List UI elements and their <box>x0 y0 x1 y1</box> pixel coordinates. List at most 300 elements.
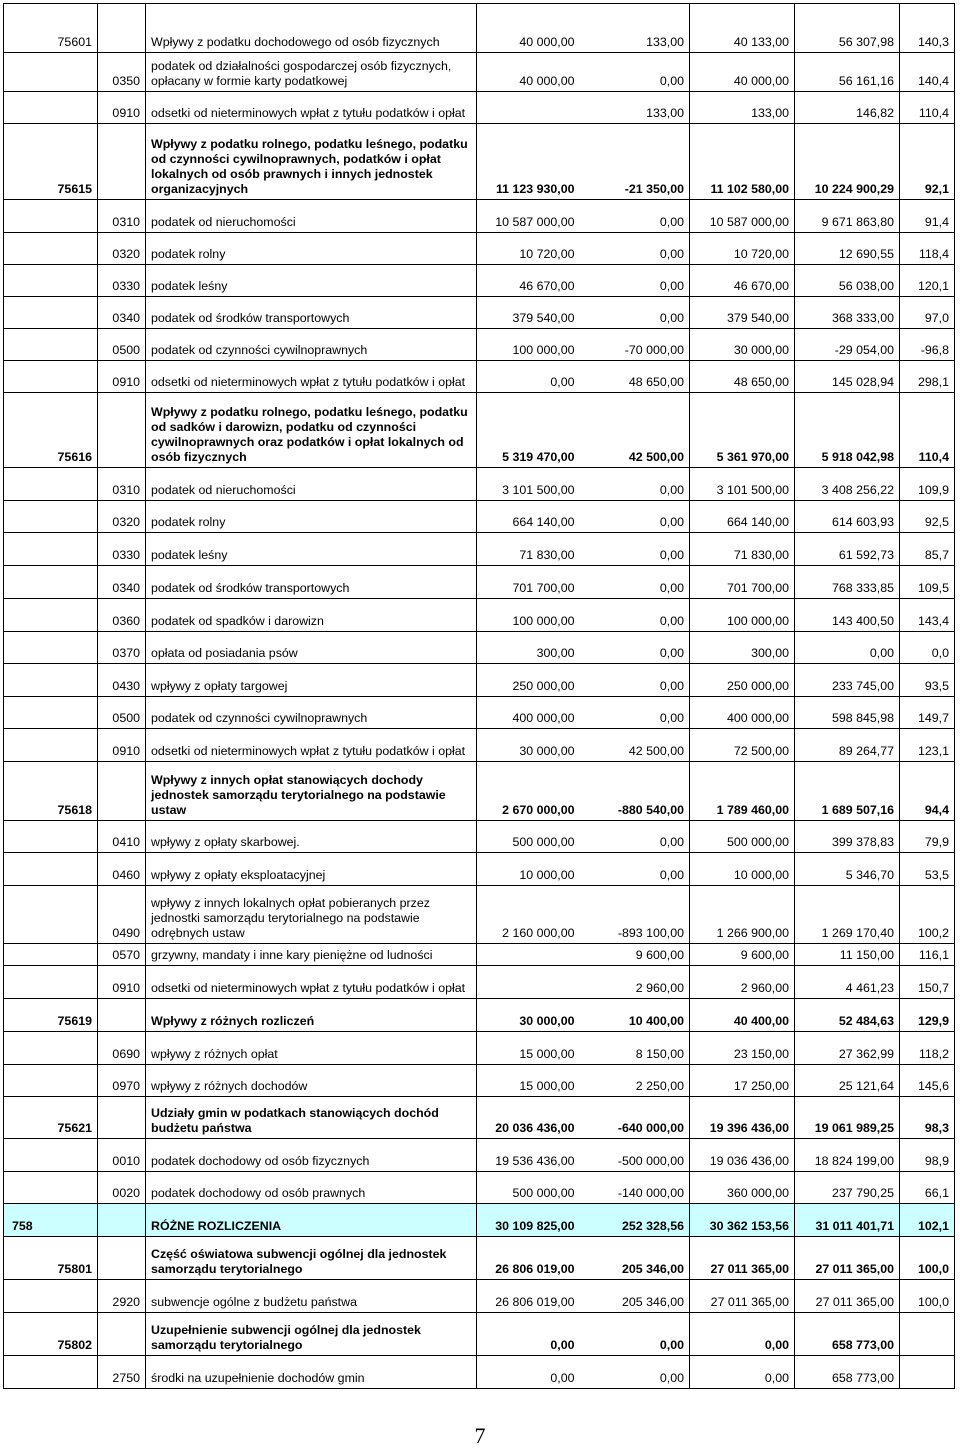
chapter-code <box>4 821 98 853</box>
chapter-code <box>4 468 98 501</box>
plan-value: 2 160 000,00 <box>477 886 580 944</box>
change-value: 0,00 <box>580 53 690 92</box>
execution-value: 5 918 042,98 <box>795 393 900 468</box>
chapter-code: 75615 <box>4 124 98 200</box>
plan-after-change: 3 101 500,00 <box>690 468 795 501</box>
table-row <box>4 697 955 729</box>
plan-value: 0,00 <box>477 361 580 393</box>
table-row <box>4 92 955 124</box>
item-description: Wpływy z podatku dochodowego od osób fizycznych <box>146 4 477 53</box>
table-row <box>4 1356 955 1389</box>
change-value: 133,00 <box>580 92 690 124</box>
plan-after-change: 48 650,00 <box>690 361 795 393</box>
plan-after-change: 100 000,00 <box>690 599 795 632</box>
execution-percent: 110,4 <box>900 393 955 468</box>
table-row <box>4 944 955 966</box>
execution-percent: -96,8 <box>900 329 955 361</box>
change-value: 48 650,00 <box>580 361 690 393</box>
plan-after-change: 27 011 365,00 <box>690 1237 795 1280</box>
chapter-code <box>4 1065 98 1097</box>
paragraph-code: 0010 <box>98 1139 146 1172</box>
plan-after-change: 10 720,00 <box>690 233 795 265</box>
item-description: RÓŻNE ROZLICZENIA <box>146 1204 477 1237</box>
paragraph-code: 0500 <box>98 697 146 729</box>
execution-percent: 100,2 <box>900 886 955 944</box>
execution-percent: 143,4 <box>900 599 955 632</box>
execution-percent: 94,4 <box>900 762 955 821</box>
execution-value: 658 773,00 <box>795 1313 900 1356</box>
plan-value: 5 319 470,00 <box>477 393 580 468</box>
change-value: 0,00 <box>580 468 690 501</box>
plan-after-change: 400 000,00 <box>690 697 795 729</box>
table-row <box>4 1280 955 1313</box>
plan-value: 10 000,00 <box>477 853 580 886</box>
plan-after-change: 71 830,00 <box>690 533 795 566</box>
table-row <box>4 265 955 297</box>
plan-after-change: 10 587 000,00 <box>690 200 795 233</box>
item-description: podatek od środków transportowych <box>146 566 477 599</box>
change-value: 0,00 <box>580 297 690 329</box>
chapter-code <box>4 566 98 599</box>
plan-value: 250 000,00 <box>477 664 580 697</box>
execution-value: 233 745,00 <box>795 664 900 697</box>
table-row <box>4 329 955 361</box>
change-value: 0,00 <box>580 501 690 533</box>
table-row <box>4 566 955 599</box>
chapter-code <box>4 200 98 233</box>
execution-percent: 123,1 <box>900 729 955 762</box>
table-row <box>4 886 955 944</box>
item-description: wpływy z różnych opłat <box>146 1032 477 1065</box>
plan-value: 26 806 019,00 <box>477 1280 580 1313</box>
plan-after-change: 30 000,00 <box>690 329 795 361</box>
plan-after-change: 133,00 <box>690 92 795 124</box>
table-row <box>4 1172 955 1204</box>
change-value: 205 346,00 <box>580 1237 690 1280</box>
item-description: podatek rolny <box>146 501 477 533</box>
plan-after-change: 2 960,00 <box>690 966 795 999</box>
paragraph-code: 0330 <box>98 533 146 566</box>
execution-percent: 92,5 <box>900 501 955 533</box>
change-value: 0,00 <box>580 632 690 664</box>
execution-percent: 92,1 <box>900 124 955 200</box>
table-row <box>4 966 955 999</box>
execution-value: 56 307,98 <box>795 4 900 53</box>
chapter-code <box>4 361 98 393</box>
item-description: wpływy z różnych dochodów <box>146 1065 477 1097</box>
plan-after-change: 701 700,00 <box>690 566 795 599</box>
execution-percent: 118,4 <box>900 233 955 265</box>
chapter-code <box>4 886 98 944</box>
paragraph-code: 0340 <box>98 297 146 329</box>
plan-value: 300,00 <box>477 632 580 664</box>
item-description: opłata od posiadania psów <box>146 632 477 664</box>
item-description: podatek od nieruchomości <box>146 200 477 233</box>
plan-after-change: 40 133,00 <box>690 4 795 53</box>
paragraph-code <box>98 1237 146 1280</box>
plan-after-change: 379 540,00 <box>690 297 795 329</box>
execution-value: 768 333,85 <box>795 566 900 599</box>
execution-percent: 110,4 <box>900 92 955 124</box>
paragraph-code: 0430 <box>98 664 146 697</box>
paragraph-code: 0500 <box>98 329 146 361</box>
change-value: 0,00 <box>580 697 690 729</box>
item-description: podatek od środków transportowych <box>146 297 477 329</box>
change-value: 0,00 <box>580 1356 690 1389</box>
table-row <box>4 200 955 233</box>
table-row <box>4 468 955 501</box>
change-value: 0,00 <box>580 599 690 632</box>
execution-percent: 66,1 <box>900 1172 955 1204</box>
plan-after-change: 17 250,00 <box>690 1065 795 1097</box>
chapter-code: 75618 <box>4 762 98 821</box>
execution-percent: 120,1 <box>900 265 955 297</box>
chapter-code <box>4 944 98 966</box>
change-value: 42 500,00 <box>580 393 690 468</box>
item-description: wpływy z opłaty skarbowej. <box>146 821 477 853</box>
change-value: 2 250,00 <box>580 1065 690 1097</box>
execution-value: 1 269 170,40 <box>795 886 900 944</box>
execution-value: 3 408 256,22 <box>795 468 900 501</box>
paragraph-code: 0340 <box>98 566 146 599</box>
execution-value: 25 121,64 <box>795 1065 900 1097</box>
paragraph-code <box>98 1097 146 1139</box>
chapter-row <box>4 393 955 468</box>
chapter-code <box>4 729 98 762</box>
table-row <box>4 664 955 697</box>
chapter-row <box>4 999 955 1032</box>
plan-after-change: 10 000,00 <box>690 853 795 886</box>
table-row <box>4 1065 955 1097</box>
plan-value: 0,00 <box>477 1356 580 1389</box>
execution-percent: 91,4 <box>900 200 955 233</box>
chapter-code: 75616 <box>4 393 98 468</box>
table-row <box>4 53 955 92</box>
chapter-row <box>4 762 955 821</box>
item-description: podatek dochodowy od osób fizycznych <box>146 1139 477 1172</box>
plan-value: 30 109 825,00 <box>477 1204 580 1237</box>
chapter-code: 75621 <box>4 1097 98 1139</box>
plan-after-change: 11 102 580,00 <box>690 124 795 200</box>
chapter-code <box>4 1032 98 1065</box>
plan-value: 500 000,00 <box>477 1172 580 1204</box>
paragraph-code: 0910 <box>98 966 146 999</box>
chapter-code <box>4 501 98 533</box>
change-value: 8 150,00 <box>580 1032 690 1065</box>
chapter-code: 75802 <box>4 1313 98 1356</box>
chapter-code <box>4 297 98 329</box>
paragraph-code: 2920 <box>98 1280 146 1313</box>
plan-after-change: 30 362 153,56 <box>690 1204 795 1237</box>
change-value: -893 100,00 <box>580 886 690 944</box>
change-value: 42 500,00 <box>580 729 690 762</box>
plan-value: 500 000,00 <box>477 821 580 853</box>
table-row <box>4 501 955 533</box>
section-row <box>4 1204 955 1237</box>
execution-percent: 98,9 <box>900 1139 955 1172</box>
item-description: Uzupełnienie subwencji ogólnej dla jednostek samorządu terytorialnego <box>146 1313 477 1356</box>
change-value: 0,00 <box>580 664 690 697</box>
item-description: podatek od nieruchomości <box>146 468 477 501</box>
plan-after-change: 19 396 436,00 <box>690 1097 795 1139</box>
item-description: Wpływy z różnych rozliczeń <box>146 999 477 1032</box>
plan-after-change: 27 011 365,00 <box>690 1280 795 1313</box>
change-value: 0,00 <box>580 533 690 566</box>
execution-percent: 298,1 <box>900 361 955 393</box>
chapter-row <box>4 124 955 200</box>
item-description: wpływy z opłaty targowej <box>146 664 477 697</box>
chapter-code: 758 <box>4 1204 98 1237</box>
table-row <box>4 821 955 853</box>
budget-revenue-table <box>3 3 955 1389</box>
execution-value: 5 346,70 <box>795 853 900 886</box>
plan-value: 20 036 436,00 <box>477 1097 580 1139</box>
change-value: -70 000,00 <box>580 329 690 361</box>
item-description: podatek rolny <box>146 233 477 265</box>
item-description: odsetki od nieterminowych wpłat z tytułu podatków i opłat <box>146 729 477 762</box>
execution-value: 143 400,50 <box>795 599 900 632</box>
execution-value: 27 011 365,00 <box>795 1237 900 1280</box>
execution-value: 146,82 <box>795 92 900 124</box>
execution-percent: 97,0 <box>900 297 955 329</box>
plan-value: 10 720,00 <box>477 233 580 265</box>
change-value: -640 000,00 <box>580 1097 690 1139</box>
chapter-code <box>4 329 98 361</box>
change-value: 10 400,00 <box>580 999 690 1032</box>
change-value: 133,00 <box>580 4 690 53</box>
plan-after-change: 0,00 <box>690 1356 795 1389</box>
item-description: odsetki od nieterminowych wpłat z tytułu podatków i opłat <box>146 361 477 393</box>
item-description: podatek od działalności gospodarczej osób fizycznych, opłacany w formie karty podatkowej <box>146 53 477 92</box>
page-number: 7 <box>474 1423 486 1448</box>
execution-percent: 140,3 <box>900 4 955 53</box>
chapter-row <box>4 1097 955 1139</box>
change-value: 205 346,00 <box>580 1280 690 1313</box>
chapter-code: 75801 <box>4 1237 98 1280</box>
paragraph-code: 0320 <box>98 501 146 533</box>
plan-after-change: 1 789 460,00 <box>690 762 795 821</box>
plan-after-change: 40 400,00 <box>690 999 795 1032</box>
execution-percent: 150,7 <box>900 966 955 999</box>
plan-after-change: 360 000,00 <box>690 1172 795 1204</box>
plan-after-change: 0,00 <box>690 1313 795 1356</box>
paragraph-code: 2750 <box>98 1356 146 1389</box>
execution-value: 658 773,00 <box>795 1356 900 1389</box>
execution-percent: 140,4 <box>900 53 955 92</box>
item-description: podatek leśny <box>146 533 477 566</box>
execution-value: 56 038,00 <box>795 265 900 297</box>
execution-value: 18 824 199,00 <box>795 1139 900 1172</box>
execution-percent: 145,6 <box>900 1065 955 1097</box>
change-value: 0,00 <box>580 233 690 265</box>
item-description: Wpływy z podatku rolnego, podatku leśnego, podatku od sadków i darowizn, podatku od czynności cywilnoprawnych oraz podatków i opłat lokalnych od osób fizycznych <box>146 393 477 468</box>
item-description: subwencje ogólne z budżetu państwa <box>146 1280 477 1313</box>
paragraph-code: 0410 <box>98 821 146 853</box>
execution-value: 368 333,00 <box>795 297 900 329</box>
table-row <box>4 599 955 632</box>
execution-value: 11 150,00 <box>795 944 900 966</box>
item-description: wpływy z innych lokalnych opłat pobieranych przez jednostki samorządu terytorialnego na podstawie odrębnych ustaw <box>146 886 477 944</box>
change-value: 0,00 <box>580 200 690 233</box>
chapter-row <box>4 1313 955 1356</box>
plan-after-change: 250 000,00 <box>690 664 795 697</box>
plan-value <box>477 966 580 999</box>
paragraph-code <box>98 124 146 200</box>
execution-percent: 102,1 <box>900 1204 955 1237</box>
execution-value: -29 054,00 <box>795 329 900 361</box>
plan-after-change: 40 000,00 <box>690 53 795 92</box>
execution-percent: 116,1 <box>900 944 955 966</box>
execution-value: 61 592,73 <box>795 533 900 566</box>
plan-value: 46 670,00 <box>477 265 580 297</box>
paragraph-code <box>98 762 146 821</box>
plan-value: 701 700,00 <box>477 566 580 599</box>
change-value: -880 540,00 <box>580 762 690 821</box>
execution-value: 4 461,23 <box>795 966 900 999</box>
plan-value: 40 000,00 <box>477 53 580 92</box>
item-description: grzywny, mandaty i inne kary pieniężne od ludności <box>146 944 477 966</box>
change-value: 0,00 <box>580 821 690 853</box>
chapter-row <box>4 1237 955 1280</box>
execution-percent: 93,5 <box>900 664 955 697</box>
table-row <box>4 233 955 265</box>
paragraph-code: 0910 <box>98 729 146 762</box>
change-value: 2 960,00 <box>580 966 690 999</box>
execution-value: 0,00 <box>795 632 900 664</box>
execution-value: 56 161,16 <box>795 53 900 92</box>
item-description: podatek od czynności cywilnoprawnych <box>146 329 477 361</box>
change-value: 0,00 <box>580 1313 690 1356</box>
item-description: podatek od spadków i darowizn <box>146 599 477 632</box>
table-row <box>4 361 955 393</box>
item-description: odsetki od nieterminowych wpłat z tytułu podatków i opłat <box>146 92 477 124</box>
execution-percent: 98,3 <box>900 1097 955 1139</box>
execution-percent: 109,5 <box>900 566 955 599</box>
paragraph-code: 0330 <box>98 265 146 297</box>
plan-after-change: 664 140,00 <box>690 501 795 533</box>
chapter-code <box>4 632 98 664</box>
plan-value: 30 000,00 <box>477 999 580 1032</box>
execution-value: 27 362,99 <box>795 1032 900 1065</box>
execution-value: 237 790,25 <box>795 1172 900 1204</box>
change-value: 0,00 <box>580 566 690 599</box>
change-value: 9 600,00 <box>580 944 690 966</box>
chapter-code <box>4 533 98 566</box>
paragraph-code <box>98 1204 146 1237</box>
plan-value: 379 540,00 <box>477 297 580 329</box>
paragraph-code: 0310 <box>98 468 146 501</box>
plan-value: 15 000,00 <box>477 1032 580 1065</box>
plan-after-change: 9 600,00 <box>690 944 795 966</box>
plan-value <box>477 92 580 124</box>
paragraph-code: 0490 <box>98 886 146 944</box>
item-description: Część oświatowa subwencji ogólnej dla jednostek samorządu terytorialnego <box>146 1237 477 1280</box>
table-row <box>4 632 955 664</box>
execution-percent: 100,0 <box>900 1237 955 1280</box>
execution-value: 27 011 365,00 <box>795 1280 900 1313</box>
plan-value: 30 000,00 <box>477 729 580 762</box>
item-description: Wpływy z innych opłat stanowiących dochody jednostek samorządu terytorialnego na podstawie ustaw <box>146 762 477 821</box>
item-description: odsetki od nieterminowych wpłat z tytułu podatków i opłat <box>146 966 477 999</box>
execution-value: 399 378,83 <box>795 821 900 853</box>
execution-percent <box>900 1313 955 1356</box>
execution-percent: 79,9 <box>900 821 955 853</box>
plan-value: 71 830,00 <box>477 533 580 566</box>
paragraph-code <box>98 1313 146 1356</box>
change-value: 252 328,56 <box>580 1204 690 1237</box>
paragraph-code <box>98 999 146 1032</box>
execution-value: 31 011 401,71 <box>795 1204 900 1237</box>
chapter-code <box>4 853 98 886</box>
execution-value: 614 603,93 <box>795 501 900 533</box>
chapter-code <box>4 1172 98 1204</box>
item-description: Wpływy z podatku rolnego, podatku leśnego, podatku od czynności cywilnoprawnych, podatków i opłat lokalnych od osób prawnych i innych jednostek organizacyjnych <box>146 124 477 200</box>
plan-value: 0,00 <box>477 1313 580 1356</box>
table-row <box>4 533 955 566</box>
plan-value: 10 587 000,00 <box>477 200 580 233</box>
execution-value: 52 484,63 <box>795 999 900 1032</box>
table-row <box>4 729 955 762</box>
table-row <box>4 853 955 886</box>
plan-after-change: 19 036 436,00 <box>690 1139 795 1172</box>
plan-value: 100 000,00 <box>477 599 580 632</box>
plan-value: 15 000,00 <box>477 1065 580 1097</box>
execution-percent: 118,2 <box>900 1032 955 1065</box>
execution-percent: 109,9 <box>900 468 955 501</box>
chapter-code: 75619 <box>4 999 98 1032</box>
change-value: 0,00 <box>580 853 690 886</box>
paragraph-code: 0970 <box>98 1065 146 1097</box>
paragraph-code: 0910 <box>98 361 146 393</box>
table-row <box>4 1139 955 1172</box>
plan-after-change: 46 670,00 <box>690 265 795 297</box>
chapter-code <box>4 265 98 297</box>
plan-after-change: 500 000,00 <box>690 821 795 853</box>
item-description: podatek leśny <box>146 265 477 297</box>
paragraph-code: 0910 <box>98 92 146 124</box>
paragraph-code <box>98 393 146 468</box>
execution-value: 19 061 989,25 <box>795 1097 900 1139</box>
execution-value: 145 028,94 <box>795 361 900 393</box>
paragraph-code: 0570 <box>98 944 146 966</box>
paragraph-code: 0690 <box>98 1032 146 1065</box>
execution-value: 598 845,98 <box>795 697 900 729</box>
chapter-code <box>4 1356 98 1389</box>
chapter-code <box>4 53 98 92</box>
execution-percent: 149,7 <box>900 697 955 729</box>
item-description: wpływy z opłaty eksploatacyjnej <box>146 853 477 886</box>
chapter-code <box>4 697 98 729</box>
change-value: -500 000,00 <box>580 1139 690 1172</box>
chapter-code: 75601 <box>4 4 98 53</box>
change-value: -140 000,00 <box>580 1172 690 1204</box>
paragraph-code: 0350 <box>98 53 146 92</box>
paragraph-code: 0310 <box>98 200 146 233</box>
table-row <box>4 297 955 329</box>
execution-value: 1 689 507,16 <box>795 762 900 821</box>
execution-value: 89 264,77 <box>795 729 900 762</box>
plan-after-change: 5 361 970,00 <box>690 393 795 468</box>
table-row <box>4 1032 955 1065</box>
plan-value: 400 000,00 <box>477 697 580 729</box>
item-description: podatek od czynności cywilnoprawnych <box>146 697 477 729</box>
execution-percent: 100,0 <box>900 1280 955 1313</box>
item-description: Udziały gmin w podatkach stanowiących dochód budżetu państwa <box>146 1097 477 1139</box>
plan-after-change: 1 266 900,00 <box>690 886 795 944</box>
chapter-code <box>4 92 98 124</box>
execution-value: 9 671 863,80 <box>795 200 900 233</box>
paragraph-code: 0020 <box>98 1172 146 1204</box>
